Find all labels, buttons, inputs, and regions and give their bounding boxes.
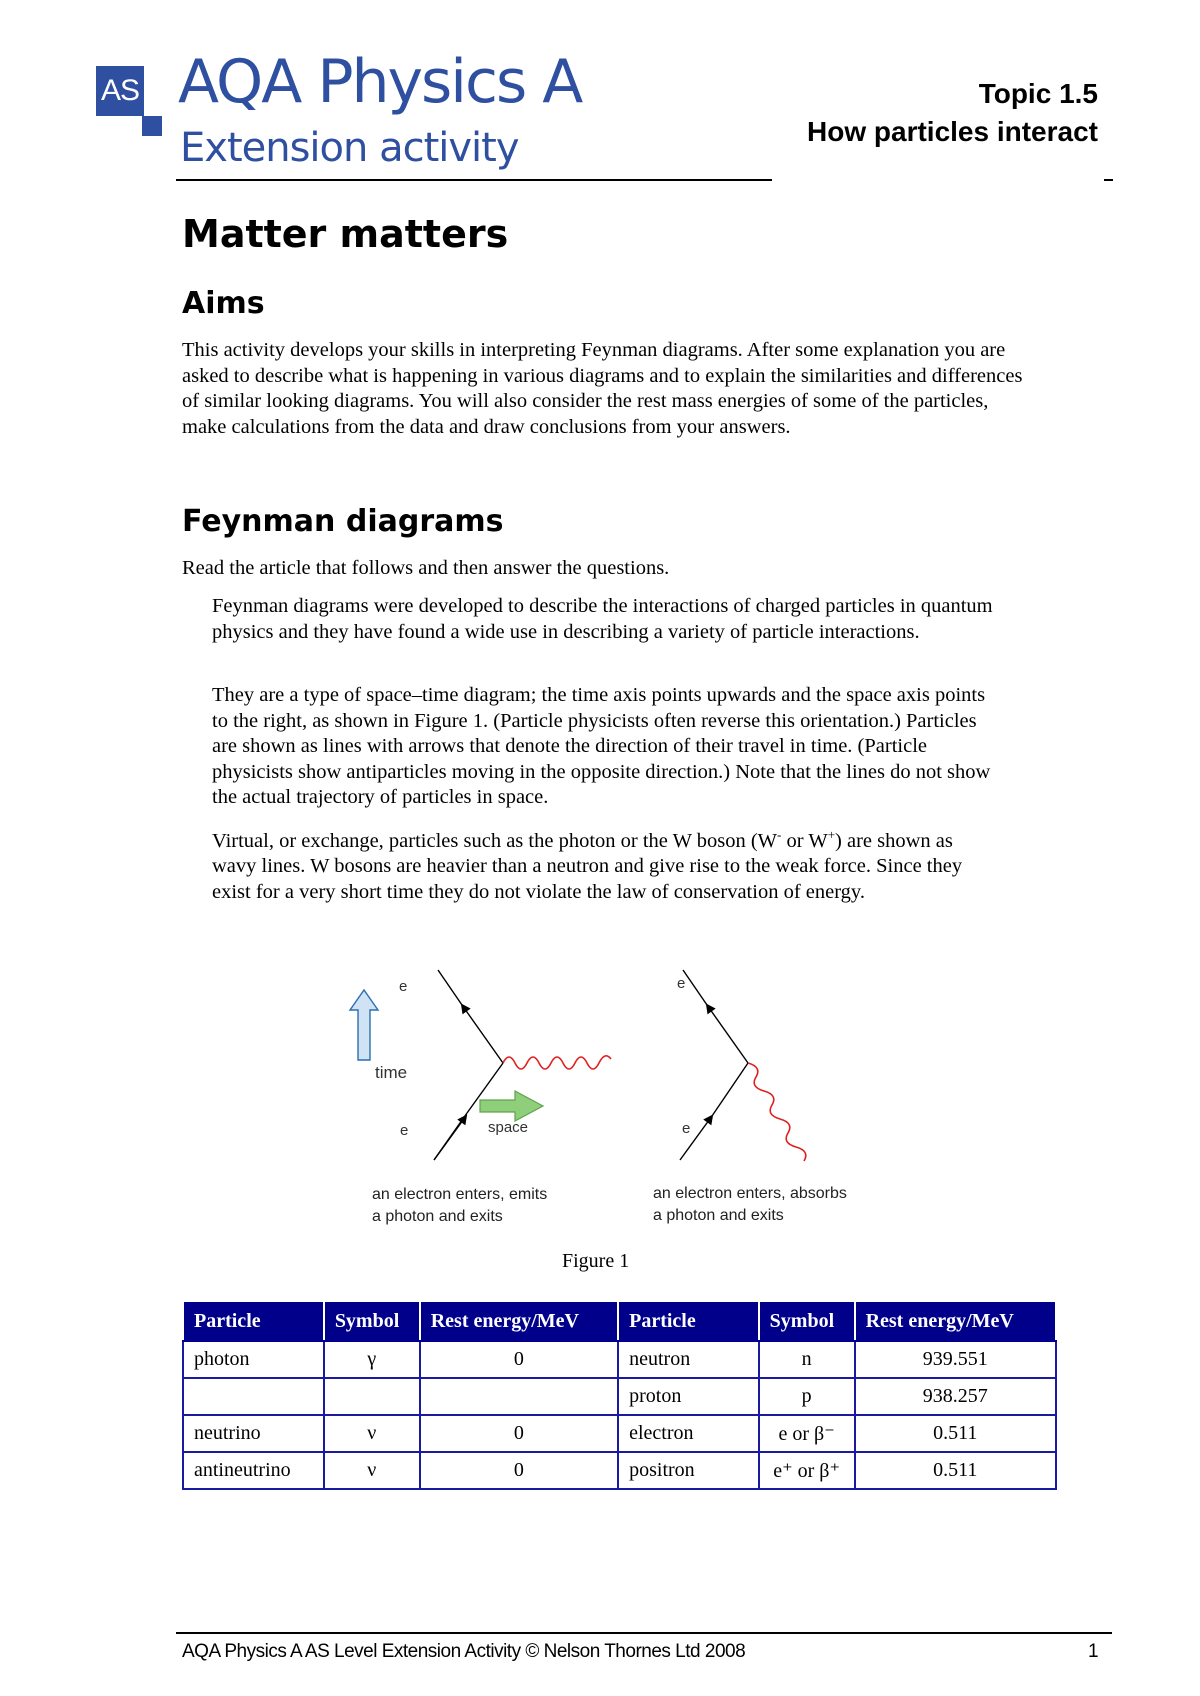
table-row [183,1415,1056,1452]
table-cell: p [759,1378,855,1415]
page-number: 1 [1088,1641,1099,1662]
table-row [183,1452,1056,1489]
header-rest-energy-1: Rest energy/MeV [420,1301,618,1341]
feynman-intro: Read the article that follows and then answer the questions. [182,557,670,579]
table-cell: ν [324,1415,420,1452]
as-badge: AS [96,66,144,116]
rest-energy-table [182,1300,1057,1490]
table-cell: 0.511 [855,1415,1056,1452]
incoming-electron-upper-right [712,1063,748,1116]
topic-title: How particles interact [807,116,1098,147]
figure-label-e-top-right: e [677,975,686,992]
header-symbol-2: Symbol [759,1301,855,1341]
figure-caption-right: an electron enters, absorbs a photon and exits [653,1185,847,1224]
footer-rule [176,1632,1112,1634]
table-cell [420,1378,618,1415]
article-paragraph-1: Feynman diagrams were developed to describe the interactions of charged particles in quantum physics and they have found a wide use in describing a variety of particle interactions. [212,595,993,643]
table-cell: e or β⁻ [759,1415,855,1452]
header-particle-1: Particle [183,1301,324,1341]
page-title: Matter matters [182,212,509,256]
table-cell: n [759,1341,855,1378]
table-cell: neutrino [183,1415,324,1452]
header-particle-2: Particle [618,1301,759,1341]
figure-1-feynman-diagrams [340,950,880,1180]
table-cell: neutron [618,1341,759,1378]
outgoing-electron-upper-left [438,970,462,1005]
feynman-heading: Feynman diagrams [182,504,504,539]
table-cell: 0 [420,1452,618,1489]
figure-label-time: time [375,1063,408,1082]
space-arrow-icon [480,1091,543,1121]
table-cell: photon [183,1341,324,1378]
aims-text: This activity develops your skills in interpreting Feynman diagrams. After some explanation you are asked to describe what is happening in various diagrams and to explain the similarities and differences of similar looking diagrams. You will also consider the rest mass energies of some of the particles, make calculations from the data and draw conclusions from your answers. [182,339,1023,438]
figure-label-e-top-left: e [399,978,408,995]
table-cell: antineutrino [183,1452,324,1489]
logo-title: AQA Physics A [178,47,582,117]
emitted-photon-wavy-line [503,1056,611,1069]
table-cell [324,1378,420,1415]
article-paragraph-2: They are a type of space–time diagram; the time axis points upwards and the space axis points to the right, as shown in Figure 1. (Particle physicists often reverse this orientation.) Particles are shown as lines with arrows that denote the direction of their travel in time. (Particle physicists show antiparticles moving in the opposite direction.) Note that the lines do not show the actual trajectory of particles in space. [212,684,991,808]
figure-caption-left: an electron enters, emits a photon and exits [372,1186,548,1225]
table-cell: 938.257 [855,1378,1056,1415]
table-row [183,1378,1056,1415]
time-arrow-icon [350,990,378,1060]
outgoing-electron-lower-left [462,1005,503,1063]
table-cell: e⁺ or β⁺ [759,1452,855,1489]
table-cell: ν [324,1452,420,1489]
table-cell: proton [618,1378,759,1415]
topic-number: Topic 1.5 [978,78,1098,109]
footer-copyright: AQA Physics A AS Level Extension Activity © Nelson Thornes Ltd 2008 [182,1641,746,1662]
table-row [183,1341,1056,1378]
table-cell [183,1378,324,1415]
header-dash [1104,179,1113,181]
logo-subtitle: Extension activity [180,125,519,171]
table-cell: 939.551 [855,1341,1056,1378]
logo-square [142,116,162,136]
header-rest-energy-2: Rest energy/MeV [855,1301,1056,1341]
figure-label-e-bottom-left: e [400,1122,409,1139]
figure-title: Figure 1 [562,1250,630,1272]
figure-label-e-bottom-right: e [682,1120,691,1137]
figure-label-space: space [488,1119,529,1136]
article-paragraph-3: Virtual, or exchange, particles such as the photon or the W boson (W- or W+) are shown as wavy lines. W bosons are heavier than a neutron and give rise to the weak force. Since they exist for a very short time they do not violate the law of conservation of energy. [212,827,963,903]
table-cell: positron [618,1452,759,1489]
outgoing-electron-upper-right [683,970,707,1005]
absorbed-photon-wavy-line [748,1063,806,1161]
header-symbol-1: Symbol [324,1301,420,1341]
header-rule [176,179,772,181]
table-header-row [183,1301,1056,1341]
incoming-electron-segment [434,1113,467,1160]
outgoing-electron-lower-right [707,1005,748,1063]
table-cell: 0 [420,1341,618,1378]
table-cell: 0.511 [855,1452,1056,1489]
table-cell: 0 [420,1415,618,1452]
aims-heading: Aims [182,286,265,321]
diagram-absorption [680,970,806,1161]
table-cell: γ [324,1341,420,1378]
table-cell: electron [618,1415,759,1452]
